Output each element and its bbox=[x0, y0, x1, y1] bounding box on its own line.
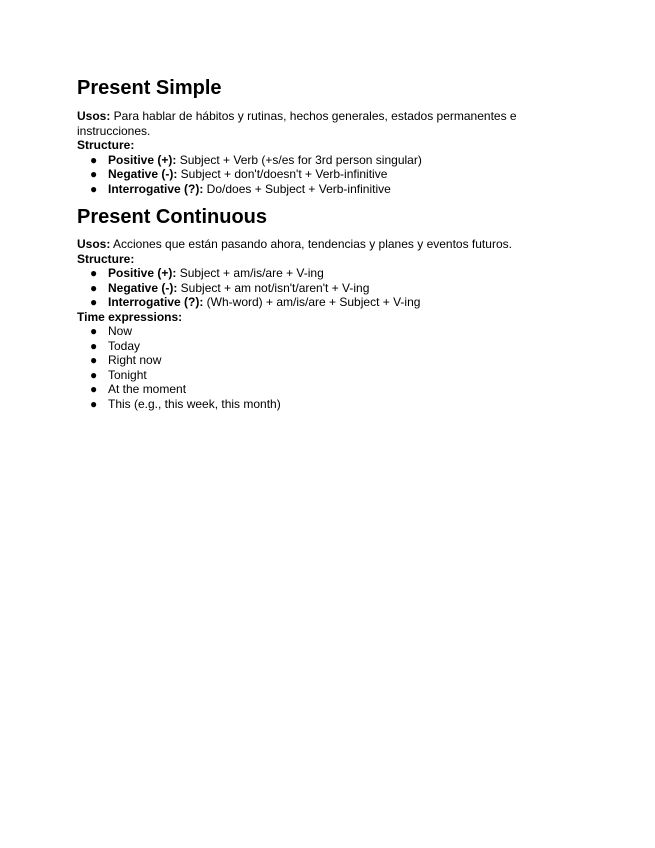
structure-item-text: Do/does + Subject + Verb-infinitive bbox=[203, 181, 391, 196]
time-expression-text: Right now bbox=[108, 353, 162, 367]
time-expression-text: Tonight bbox=[108, 367, 147, 382]
structure-item-label: Negative (-): bbox=[108, 280, 178, 295]
bullet-icon: ● bbox=[90, 152, 98, 167]
structure-label: Structure: bbox=[77, 138, 135, 152]
structure-item-negative bbox=[77, 281, 547, 296]
bullet-icon: ● bbox=[90, 280, 98, 295]
time-expression-item bbox=[77, 397, 547, 412]
structure-list bbox=[77, 153, 547, 197]
time-expression-item bbox=[77, 324, 547, 339]
structure-item-positive bbox=[77, 266, 547, 281]
structure-item-label: Interrogative (?): bbox=[108, 295, 204, 309]
structure-item-label: Interrogative (?): bbox=[108, 181, 204, 196]
time-expression-item bbox=[77, 353, 547, 368]
time-expressions-list bbox=[77, 324, 547, 411]
structure-item-label: Negative (-): bbox=[108, 167, 178, 181]
bullet-icon: ● bbox=[90, 324, 98, 338]
usos-paragraph bbox=[77, 109, 547, 138]
bullet-icon: ● bbox=[90, 353, 98, 367]
structure-item-text: Subject + am not/isn't/aren't + V-ing bbox=[177, 280, 370, 295]
bullet-icon: ● bbox=[90, 396, 98, 411]
structure-item-text: (Wh-word) + am/is/are + Subject + V-ing bbox=[203, 295, 421, 309]
bullet-icon: ● bbox=[90, 382, 98, 396]
time-expression-text: Now bbox=[108, 324, 133, 338]
structure-item-text: Subject + Verb (+s/es for 3rd person singular) bbox=[176, 152, 422, 167]
section-title-present-continuous: Present Continuous bbox=[77, 206, 268, 228]
time-expressions-label: Time expressions: bbox=[77, 309, 183, 324]
time-expression-text: This (e.g., this week, this month) bbox=[108, 396, 281, 411]
usos-paragraph bbox=[77, 237, 547, 252]
time-expression-item bbox=[77, 339, 547, 354]
structure-item-interrogative bbox=[77, 182, 547, 197]
bullet-icon: ● bbox=[90, 367, 98, 382]
structure-item-interrogative bbox=[77, 295, 547, 310]
bullet-icon: ● bbox=[90, 295, 98, 309]
time-expression-item bbox=[77, 382, 547, 397]
structure-label: Structure: bbox=[77, 251, 135, 266]
section-title-present-simple: Present Simple bbox=[77, 77, 222, 99]
bullet-icon: ● bbox=[90, 338, 98, 353]
document-page bbox=[77, 76, 547, 411]
structure-list bbox=[77, 266, 547, 310]
time-expression-text: At the moment bbox=[108, 382, 187, 396]
bullet-icon: ● bbox=[90, 266, 98, 280]
structure-item-negative bbox=[77, 167, 547, 182]
usos-label: Usos: bbox=[77, 237, 111, 251]
usos-text: Acciones que están pasando ahora, tendencias y planes y eventos futuros. bbox=[110, 237, 512, 251]
usos-text: Para hablar de hábitos y rutinas, hechos generales, estados permanentes e instrucciones. bbox=[77, 109, 517, 138]
bullet-icon: ● bbox=[90, 181, 98, 196]
usos-label: Usos: bbox=[77, 109, 111, 123]
bullet-icon: ● bbox=[90, 167, 98, 181]
time-expression-text: Today bbox=[108, 338, 141, 353]
structure-item-label: Positive (+): bbox=[108, 266, 177, 280]
structure-item-text: Subject + don't/doesn't + Verb-infinitive bbox=[177, 167, 388, 181]
structure-item-label: Positive (+): bbox=[108, 152, 177, 167]
time-expression-item bbox=[77, 368, 547, 383]
structure-item-text: Subject + am/is/are + V-ing bbox=[176, 266, 324, 280]
structure-item-positive bbox=[77, 153, 547, 168]
